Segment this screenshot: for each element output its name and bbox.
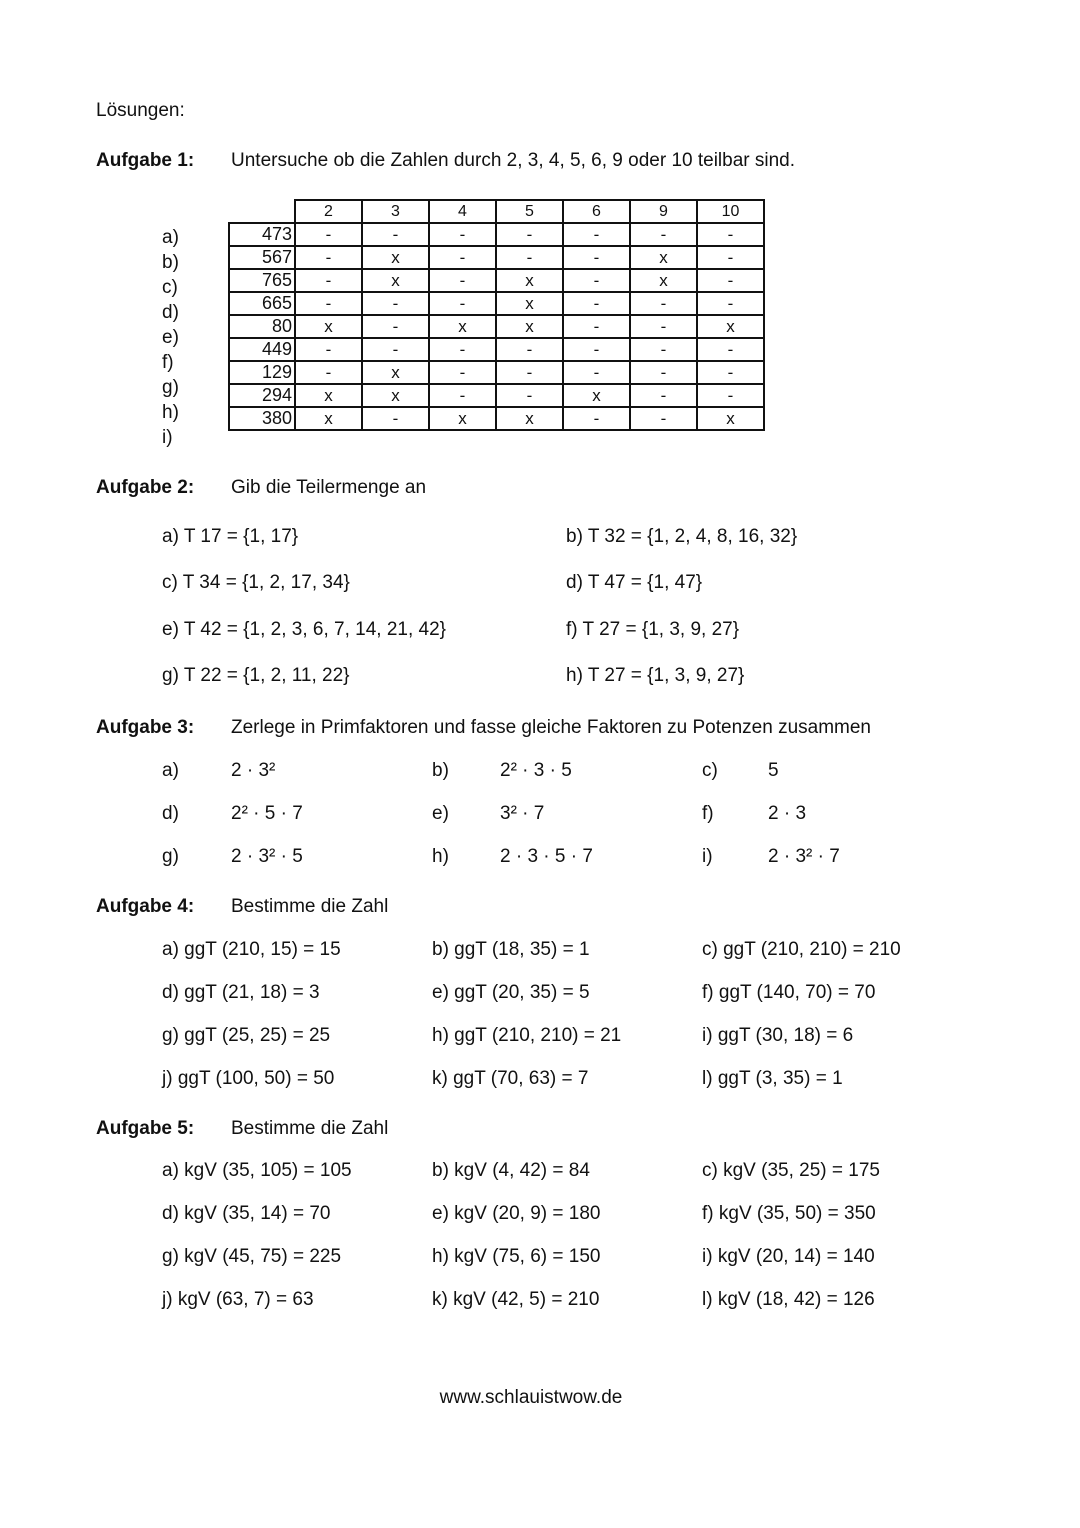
- table-cell: -: [563, 269, 630, 292]
- table-cell: x: [362, 384, 429, 407]
- factor-value: 2 · 3² · 5: [231, 846, 303, 867]
- row-number: 473: [229, 223, 295, 246]
- lcm-result: f) kgV (35, 50) = 350: [702, 1203, 876, 1224]
- row-number: 567: [229, 246, 295, 269]
- row-letter: h): [162, 402, 179, 423]
- lcm-result: j) kgV (63, 7) = 63: [162, 1289, 314, 1310]
- table-cell: -: [429, 292, 496, 315]
- table-cell: -: [362, 338, 429, 361]
- factor-value: 2 · 3² · 7: [768, 846, 840, 867]
- table-cell: x: [295, 315, 362, 338]
- table-cell: x: [697, 315, 764, 338]
- table-row: [229, 246, 764, 269]
- row-letter: f): [162, 352, 174, 373]
- factor-letter: d): [162, 803, 179, 824]
- divisor-set: b) T 32 = {1, 2, 4, 8, 16, 32}: [566, 526, 798, 547]
- factor-value: 2² · 3 · 5: [500, 760, 572, 781]
- table-cell: -: [563, 361, 630, 384]
- task-4-text: Bestimme die Zahl: [231, 896, 389, 917]
- table-cell: -: [496, 338, 563, 361]
- table-cell: -: [362, 223, 429, 246]
- divisor-set: c) T 34 = {1, 2, 17, 34}: [162, 572, 350, 593]
- task-5-label: Aufgabe 5:: [96, 1118, 195, 1139]
- column-header: 2: [295, 200, 362, 223]
- lcm-result: k) kgV (42, 5) = 210: [432, 1289, 600, 1310]
- table-cell: -: [697, 246, 764, 269]
- table-cell: -: [429, 246, 496, 269]
- divisor-set: f) T 27 = {1, 3, 9, 27}: [566, 619, 740, 640]
- table-cell: x: [496, 292, 563, 315]
- column-header: 5: [496, 200, 563, 223]
- table-cell: -: [630, 384, 697, 407]
- table-cell: -: [496, 361, 563, 384]
- lcm-result: c) kgV (35, 25) = 175: [702, 1160, 880, 1181]
- table-cell: x: [295, 407, 362, 430]
- lcm-result: l) kgV (18, 42) = 126: [702, 1289, 875, 1310]
- page-title: Lösungen:: [96, 100, 185, 121]
- row-number: 449: [229, 338, 295, 361]
- factor-letter: b): [432, 760, 449, 781]
- footer-url: www.schlauistwow.de: [439, 1387, 623, 1408]
- lcm-result: a) kgV (35, 105) = 105: [162, 1160, 352, 1181]
- divisor-set: a) T 17 = {1, 17}: [162, 526, 299, 547]
- row-letter: i): [162, 427, 173, 448]
- factor-value: 2 · 3²: [231, 760, 276, 781]
- task-1-text: Untersuche ob die Zahlen durch 2, 3, 4, 5, 6, 9 oder 10 teilbar sind.: [231, 150, 796, 171]
- row-number: 665: [229, 292, 295, 315]
- table-cell: -: [295, 338, 362, 361]
- table-cell: -: [563, 315, 630, 338]
- table-cell: -: [295, 246, 362, 269]
- table-cell: x: [429, 407, 496, 430]
- table-cell: -: [697, 269, 764, 292]
- table-cell: -: [429, 384, 496, 407]
- gcd-result: i) ggT (30, 18) = 6: [702, 1025, 854, 1046]
- factor-letter: h): [432, 846, 449, 867]
- table-cell: -: [563, 407, 630, 430]
- row-letter: c): [162, 277, 178, 298]
- factor-value: 3² · 7: [500, 803, 545, 824]
- table-cell: x: [362, 361, 429, 384]
- factor-value: 2 · 3 · 5 · 7: [500, 846, 593, 867]
- row-number: 80: [229, 315, 295, 338]
- gcd-result: h) ggT (210, 210) = 21: [432, 1025, 622, 1046]
- table-cell: -: [697, 361, 764, 384]
- table-cell: x: [630, 269, 697, 292]
- task-5-text: Bestimme die Zahl: [231, 1118, 389, 1139]
- column-header: 9: [630, 200, 697, 223]
- table-cell: x: [295, 384, 362, 407]
- lcm-result: g) kgV (45, 75) = 225: [162, 1246, 342, 1267]
- table-row: [229, 407, 764, 430]
- column-header: 6: [563, 200, 630, 223]
- table-cell: x: [362, 269, 429, 292]
- table-cell: -: [429, 269, 496, 292]
- task-3-label: Aufgabe 3:: [96, 717, 195, 738]
- table-cell: -: [630, 338, 697, 361]
- table-row: [229, 269, 764, 292]
- table-row: [229, 315, 764, 338]
- table-cell: -: [295, 292, 362, 315]
- divisor-set: h) T 27 = {1, 3, 9, 27}: [566, 665, 745, 686]
- table-cell: -: [563, 338, 630, 361]
- task-2-label: Aufgabe 2:: [96, 477, 195, 498]
- gcd-result: d) ggT (21, 18) = 3: [162, 982, 320, 1003]
- row-letter: a): [162, 227, 179, 248]
- factor-letter: f): [702, 803, 714, 824]
- table-cell: -: [697, 292, 764, 315]
- table-corner: [229, 200, 295, 223]
- table-cell: x: [429, 315, 496, 338]
- table-cell: x: [496, 269, 563, 292]
- table-cell: -: [429, 223, 496, 246]
- table-row: [229, 292, 764, 315]
- table-header-row: [229, 200, 764, 223]
- table-cell: -: [496, 223, 563, 246]
- task-1-row-labels: [162, 225, 179, 450]
- table-cell: -: [295, 223, 362, 246]
- table-cell: -: [697, 384, 764, 407]
- table-cell: -: [362, 315, 429, 338]
- table-cell: -: [362, 292, 429, 315]
- table-cell: -: [429, 361, 496, 384]
- divisor-set: g) T 22 = {1, 2, 11, 22}: [162, 665, 350, 686]
- lcm-result: d) kgV (35, 14) = 70: [162, 1203, 331, 1224]
- row-number: 380: [229, 407, 295, 430]
- task-2-text: Gib die Teilermenge an: [231, 477, 427, 498]
- factor-value: 2² · 5 · 7: [231, 803, 303, 824]
- table-cell: x: [496, 315, 563, 338]
- gcd-result: j) ggT (100, 50) = 50: [162, 1068, 335, 1089]
- table-cell: -: [563, 292, 630, 315]
- table-row: [229, 338, 764, 361]
- row-number: 294: [229, 384, 295, 407]
- divisor-set: e) T 42 = {1, 2, 3, 6, 7, 14, 21, 42}: [162, 619, 446, 640]
- task-4-label: Aufgabe 4:: [96, 896, 195, 917]
- table-cell: -: [429, 338, 496, 361]
- row-letter: d): [162, 302, 179, 323]
- lcm-result: i) kgV (20, 14) = 140: [702, 1246, 875, 1267]
- table-cell: -: [630, 315, 697, 338]
- table-cell: -: [362, 407, 429, 430]
- table-cell: x: [563, 384, 630, 407]
- divisor-set: d) T 47 = {1, 47}: [566, 572, 703, 593]
- factor-letter: e): [432, 803, 449, 824]
- gcd-result: k) ggT (70, 63) = 7: [432, 1068, 589, 1089]
- table-cell: -: [496, 246, 563, 269]
- table-cell: x: [362, 246, 429, 269]
- gcd-result: l) ggT (3, 35) = 1: [702, 1068, 843, 1089]
- row-letter: g): [162, 377, 179, 398]
- gcd-result: f) ggT (140, 70) = 70: [702, 982, 876, 1003]
- table-cell: -: [630, 361, 697, 384]
- task-1-label: Aufgabe 1:: [96, 150, 195, 171]
- divisibility-table: [228, 199, 765, 431]
- table-row: [229, 361, 764, 384]
- factor-value: 2 · 3: [768, 803, 807, 824]
- factor-letter: a): [162, 760, 179, 781]
- table-cell: -: [630, 292, 697, 315]
- table-cell: -: [697, 338, 764, 361]
- row-letter: e): [162, 327, 179, 348]
- gcd-result: b) ggT (18, 35) = 1: [432, 939, 590, 960]
- factor-letter: g): [162, 846, 179, 867]
- column-header: 3: [362, 200, 429, 223]
- table-cell: x: [697, 407, 764, 430]
- table-cell: x: [496, 407, 563, 430]
- column-header: 10: [697, 200, 764, 223]
- column-header: 4: [429, 200, 496, 223]
- table-cell: -: [697, 223, 764, 246]
- row-letter: b): [162, 252, 179, 273]
- table-cell: -: [630, 223, 697, 246]
- gcd-result: g) ggT (25, 25) = 25: [162, 1025, 331, 1046]
- table-row: [229, 223, 764, 246]
- gcd-result: e) ggT (20, 35) = 5: [432, 982, 590, 1003]
- gcd-result: c) ggT (210, 210) = 210: [702, 939, 901, 960]
- lcm-result: b) kgV (4, 42) = 84: [432, 1160, 590, 1181]
- table-row: [229, 384, 764, 407]
- row-number: 129: [229, 361, 295, 384]
- table-cell: -: [496, 384, 563, 407]
- table-cell: -: [295, 269, 362, 292]
- table-cell: -: [563, 246, 630, 269]
- table-cell: -: [295, 361, 362, 384]
- lcm-result: e) kgV (20, 9) = 180: [432, 1203, 601, 1224]
- task-3-text: Zerlege in Primfaktoren und fasse gleiche Faktoren zu Potenzen zusammen: [231, 717, 871, 738]
- table-cell: x: [630, 246, 697, 269]
- table-cell: -: [630, 407, 697, 430]
- factor-letter: c): [702, 760, 718, 781]
- factor-value: 5: [768, 760, 779, 781]
- gcd-result: a) ggT (210, 15) = 15: [162, 939, 341, 960]
- row-number: 765: [229, 269, 295, 292]
- factor-letter: i): [702, 846, 713, 867]
- table-cell: -: [563, 223, 630, 246]
- lcm-result: h) kgV (75, 6) = 150: [432, 1246, 601, 1267]
